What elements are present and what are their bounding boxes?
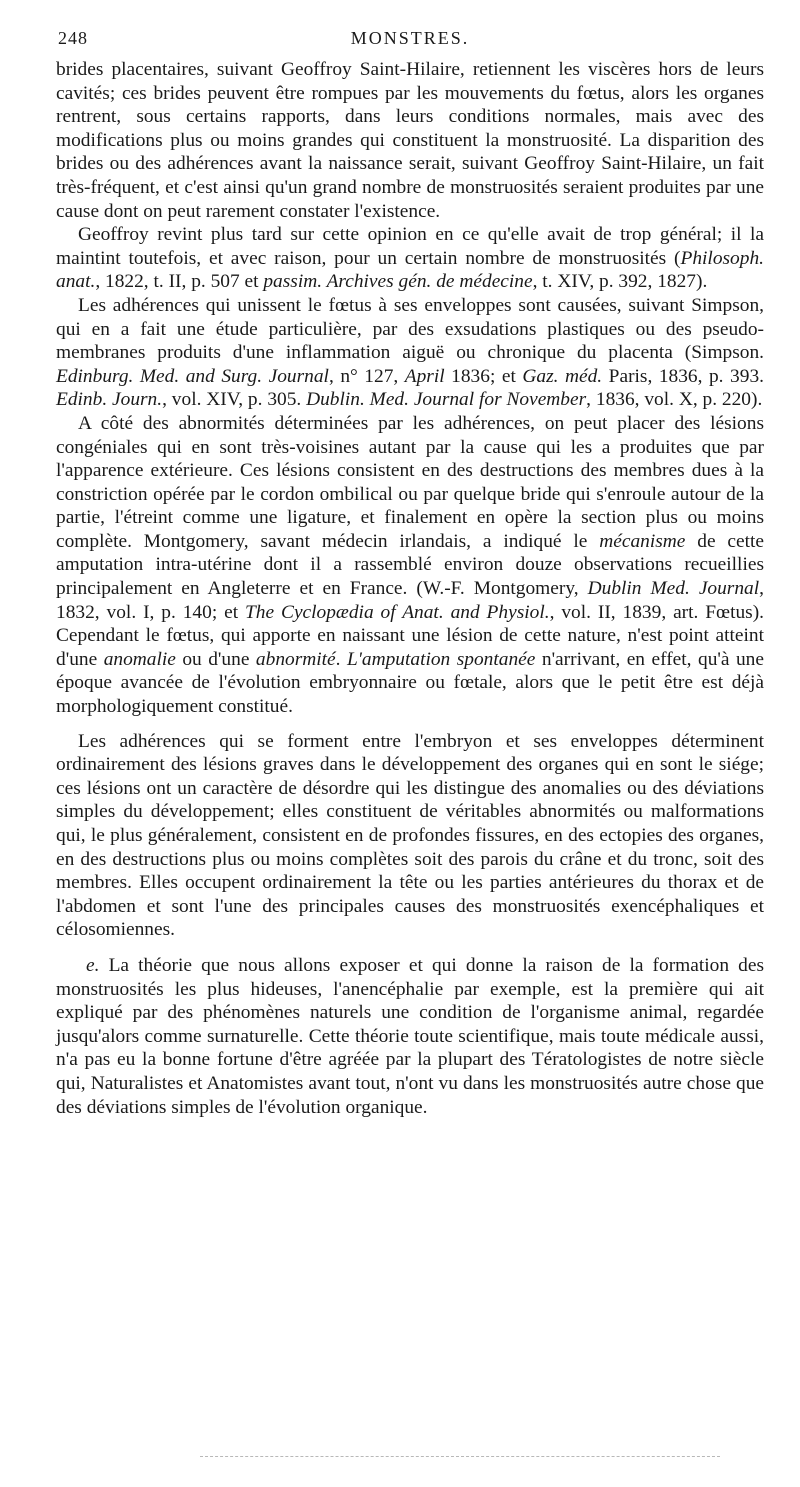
paragraph-6 — [56, 954, 764, 1119]
running-title: MONSTRES. — [350, 28, 470, 48]
paragraph-3-reference: Gaz. méd. — [522, 365, 603, 387]
paragraph-3-text-d: Paris, 1836, p. 393. — [602, 365, 764, 387]
paragraph-2-reference: passim. Archives gén. de médecine — [263, 271, 533, 293]
paragraph-2-reference: Philosoph. anat. — [56, 247, 764, 293]
paragraph-3-reference: April — [404, 365, 445, 387]
paragraph-4-text-d: , vol. II, 1839, art. Fœtus). Cependant le fœtus, qui apporte en naissant une lésion de cette nature, n'est point atteint d'une — [56, 601, 764, 670]
paragraph-2 — [56, 223, 764, 294]
paragraph-4-text-b: de cette amputation intra-utérine dont il a rassemblé environ douze observations recueillies principalement en Angleterre et en France. (W.-F. Montgomery, — [56, 530, 765, 600]
page — [56, 22, 764, 1119]
paragraph-6-text: La théorie que nous allons exposer et qui donne la raison de la formation des monstruosités les plus hideuses, l'anencéphalie par exemple, est la première qui ait expliqué par des phénomènes naturels une condition de l'organisme animal, regardée jusqu'alors comme surnaturelle. Cette théorie toute scientifique, mais toute médicale aussi, n'a pas eu la bonne fortune d'être agréée par la plupart des Tératologistes de notre siècle qui, Naturalistes et Anatomistes avant tout, n'ont vu dans les monstruosités autre chose que des déviations simples de l'évolution organique. — [56, 954, 764, 1118]
paragraph-4-emphasis: mécanisme — [599, 530, 686, 552]
paragraph-4-emphasis: abnormité — [255, 648, 336, 670]
paragraph-4-text-a: A côté des abnormités déterminées par les adhérences, on peut placer des lésions congéniales qui en sont très-voisines autant par la cause qui les a produites que par l'apparence extérieure. Ces lésions consistent en des destructions des membres dues à la constriction opérée par le cordon ombilical ou par quelque bride qui s'enroule autour de la partie, l'étreint comme une ligature, et finalement en opère la section plus ou moins complète. Montgomery, savant médecin irlandais, a indiqué le — [56, 412, 764, 552]
paragraph-2-text-a: Geoffroy revint plus tard sur cette opinion en ce qu'elle avait de trop général; il la maintint toutefois, et avec raison, pour un certain nombre de monstruosités ( — [56, 224, 764, 269]
paragraph-1-text: brides placentaires, suivant Geoffroy Saint-Hilaire, retiennent les viscères hors de leurs cavités; ces brides peuvent être rompues par les mouvements du fœtus, alors les organes rentrent, sous certains rapports, dans leurs conditions normales, mais avec des modifications plus ou moins grandes qui constituent la monstruosité. La disparition des brides ou des adhérences avant la naissance serait, suivant Geoffroy Saint-Hilaire, un fait très-fréquent, et c'est ainsi qu'un grand nombre de monstruosités seraient produites par une cause dont on peut rarement constater l'existence. — [56, 59, 764, 222]
paragraph-1 — [56, 58, 764, 223]
paragraph-5-text: Les adhérences qui se forment entre l'embryon et ses enveloppes déterminent ordinairement des lésions graves dans le développement des organes qui en sont le siége; ces lésions ont un caractère de désordre qui les distingue des anomalies ou des déviations simples du développement; elles constituent de véritables abnormités ou malformations qui, le plus généralement, consistent en de profondes fissures, en des ectopies des organes, en des destructions plus ou moins complètes soit des parois du crâne et du tronc, soit des membres. Elles occupent ordinairement la tête ou les parties antérieures du thorax et de l'abdomen et sont l'une des principales causes des monstruosités exencéphaliques et célosomiennes. — [56, 730, 764, 941]
paragraph-3-text-a: Les adhérences qui unissent le fœtus à ses enveloppes sont causées, suivant Simpson, qui en a fait une étude particulière, par des exsudations plastiques ou des pseudo-membranes produits d'une inflammation aiguë ou chronique du placenta (Simpson. — [56, 294, 764, 364]
paragraph-2-text-c: , t. XIV, p. 392, 1827). — [532, 271, 708, 293]
paragraph-3-reference: Edinb. Journ. — [56, 389, 163, 411]
paragraph-3-reference: Dublin. Med. Journal for November — [306, 389, 587, 411]
paragraph-4-text-c: , 1832, vol. I, p. 140; et — [56, 578, 764, 623]
footer-rule — [200, 1456, 720, 1457]
paragraph-3-text-e: , vol. XIV, p. 305. — [162, 389, 307, 411]
body-text — [56, 58, 764, 1119]
running-head — [56, 22, 764, 52]
paragraph-4-emphasis: anomalie — [103, 648, 176, 670]
paragraph-4-text-f: . — [335, 648, 347, 670]
paragraph-3-reference: Edinburg. Med. and Surg. Journal — [56, 365, 329, 387]
paragraph-4-reference: Dublin Med. Journal — [587, 578, 760, 600]
paragraph-3-text-b: , n° 127, — [328, 365, 405, 387]
section-marker: e. — [86, 954, 100, 976]
paragraph-4-emphasis: L'amputation spontanée — [346, 648, 536, 670]
paragraph-2-text-b: , 1822, t. II, p. 507 et — [95, 271, 264, 293]
paragraph-3 — [56, 294, 764, 412]
page-number: 248 — [58, 28, 88, 48]
paragraph-4-text-e: ou d'une — [175, 648, 256, 670]
paragraph-3-text-c: 1836; et — [444, 365, 523, 387]
paragraph-4-reference: The Cyclopædia of Anat. and Physiol. — [245, 601, 550, 623]
paragraph-4 — [56, 412, 764, 719]
paragraph-5 — [56, 730, 764, 942]
paragraph-3-text-f: , 1836, vol. X, p. 220). — [586, 389, 763, 411]
paragraph-4-text-g: n'arrivant, en effet, qu'à une époque avancée de l'évolution embryonnaire ou fœtale, alors que le petit être est déjà morphologiquement constitué. — [56, 648, 764, 718]
